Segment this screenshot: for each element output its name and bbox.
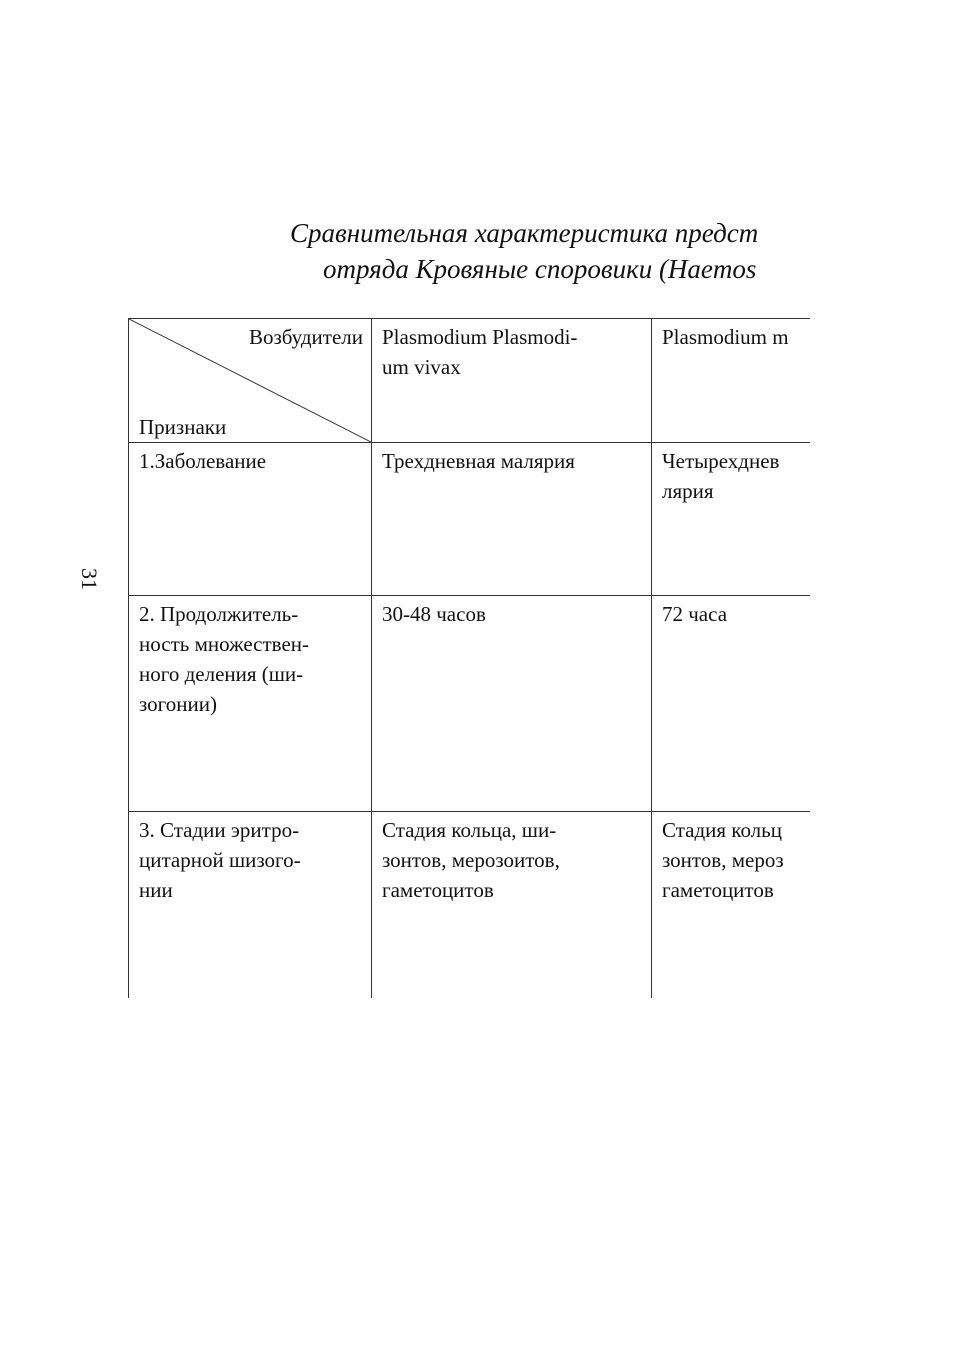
feature-cell: 2. Продолжитель- ность множествен- ного деления (ши- зогонии) <box>129 596 372 812</box>
malariae-cell: Стадия кольц зонтов, мероз гаметоцитов <box>652 812 811 999</box>
malariae-cell: Четырехднев лярия <box>652 443 811 596</box>
caption-line-2: отряда Кровяные споровики (Haemos <box>323 254 757 284</box>
comparison-table <box>128 318 810 998</box>
header-cell-vivax: Plasmodium Plasmodi- um vivax <box>372 319 652 443</box>
header-cell-malariae: Plasmodium m <box>652 319 811 443</box>
table-row <box>129 443 811 596</box>
corner-header-cell <box>129 319 372 443</box>
pathogens-header-label: Возбудители <box>248 325 363 349</box>
page-number: 31 <box>77 568 102 590</box>
features-header-label: Признаки <box>139 415 227 439</box>
malariae-cell: 72 часа <box>652 596 811 812</box>
table-caption <box>0 210 810 290</box>
table-row <box>129 812 811 999</box>
comparison-table-viewport <box>128 318 810 998</box>
table-header-row <box>129 319 811 443</box>
vivax-cell: Трехдневная малярия <box>372 443 652 596</box>
vivax-cell: 30-48 часов <box>372 596 652 812</box>
feature-cell: 3. Стадии эритро- цитарной шизого- нии <box>129 812 372 999</box>
table-row <box>129 596 811 812</box>
caption-line-1: Сравнительная характеристика предст <box>290 218 759 248</box>
vivax-cell: Стадия кольца, ши- зонтов, мерозоитов, гаметоцитов <box>372 812 652 999</box>
feature-cell: 1.Заболевание <box>129 443 372 596</box>
